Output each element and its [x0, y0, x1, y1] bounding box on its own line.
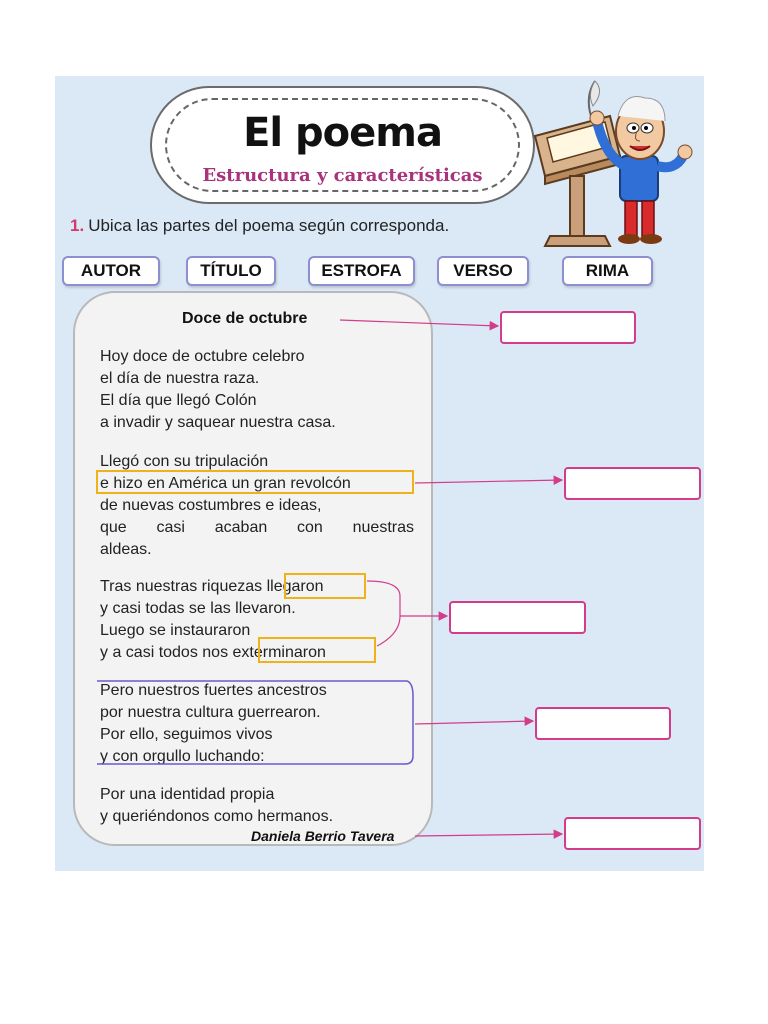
word-titulo-button[interactable]: TÍTULO [186, 256, 276, 286]
poem-line: El día que llegó Colón [100, 392, 257, 409]
poem-title: Doce de octubre [182, 310, 308, 327]
poem-line: Por una identidad propia [100, 786, 275, 803]
poem-line: y con orgullo luchando: [100, 748, 265, 765]
poem-line: aldeas. [100, 541, 152, 558]
word-autor-button[interactable]: AUTOR [62, 256, 160, 286]
poem-line: y queriéndonos como hermanos. [100, 808, 334, 825]
word-rima-button[interactable]: RIMA [562, 256, 653, 286]
word-estrofa-button[interactable]: ESTROFA [308, 256, 415, 286]
page-title: El poema [243, 110, 442, 156]
word-verso-button[interactable]: VERSO [437, 256, 529, 286]
answer-box-rhyme[interactable] [449, 601, 586, 634]
poem-line: y a casi todos nos exterminaron [100, 644, 326, 661]
poem-line: Tras nuestras riquezas llegaron [100, 578, 324, 595]
poem-line: que casi acaban con nuestras [100, 519, 414, 536]
answer-box-title[interactable] [500, 311, 636, 344]
poem-author: Daniela Berrio Tavera [251, 828, 395, 844]
poem-line: e hizo en América un gran revolcón [100, 475, 351, 492]
poem-line: Pero nuestros fuertes ancestros [100, 682, 327, 699]
poem-line: Hoy doce de octubre celebro [100, 348, 305, 365]
poem-line: a invadir y saquear nuestra casa. [100, 414, 336, 431]
poem-line: de nuevas costumbres e ideas, [100, 497, 322, 514]
poem-line: el día de nuestra raza. [100, 370, 260, 387]
poem-line: por nuestra cultura guerrearon. [100, 704, 321, 721]
poem-line: Luego se instauraron [100, 622, 251, 639]
answer-box-verse[interactable] [564, 467, 701, 500]
instruction-text: Ubica las partes del poema según corresponda. [88, 216, 450, 235]
answer-box-stanza[interactable] [535, 707, 671, 740]
answer-box-author[interactable] [564, 817, 701, 850]
page-subtitle: Estructura y características [202, 165, 483, 186]
poem-line: y casi todas se las llevaron. [100, 600, 296, 617]
worksheet [55, 76, 704, 871]
poem-line: Llegó con su tripulación [100, 453, 269, 470]
poem-line: Por ello, seguimos vivos [100, 726, 273, 743]
instruction-number: 1. [70, 216, 85, 235]
